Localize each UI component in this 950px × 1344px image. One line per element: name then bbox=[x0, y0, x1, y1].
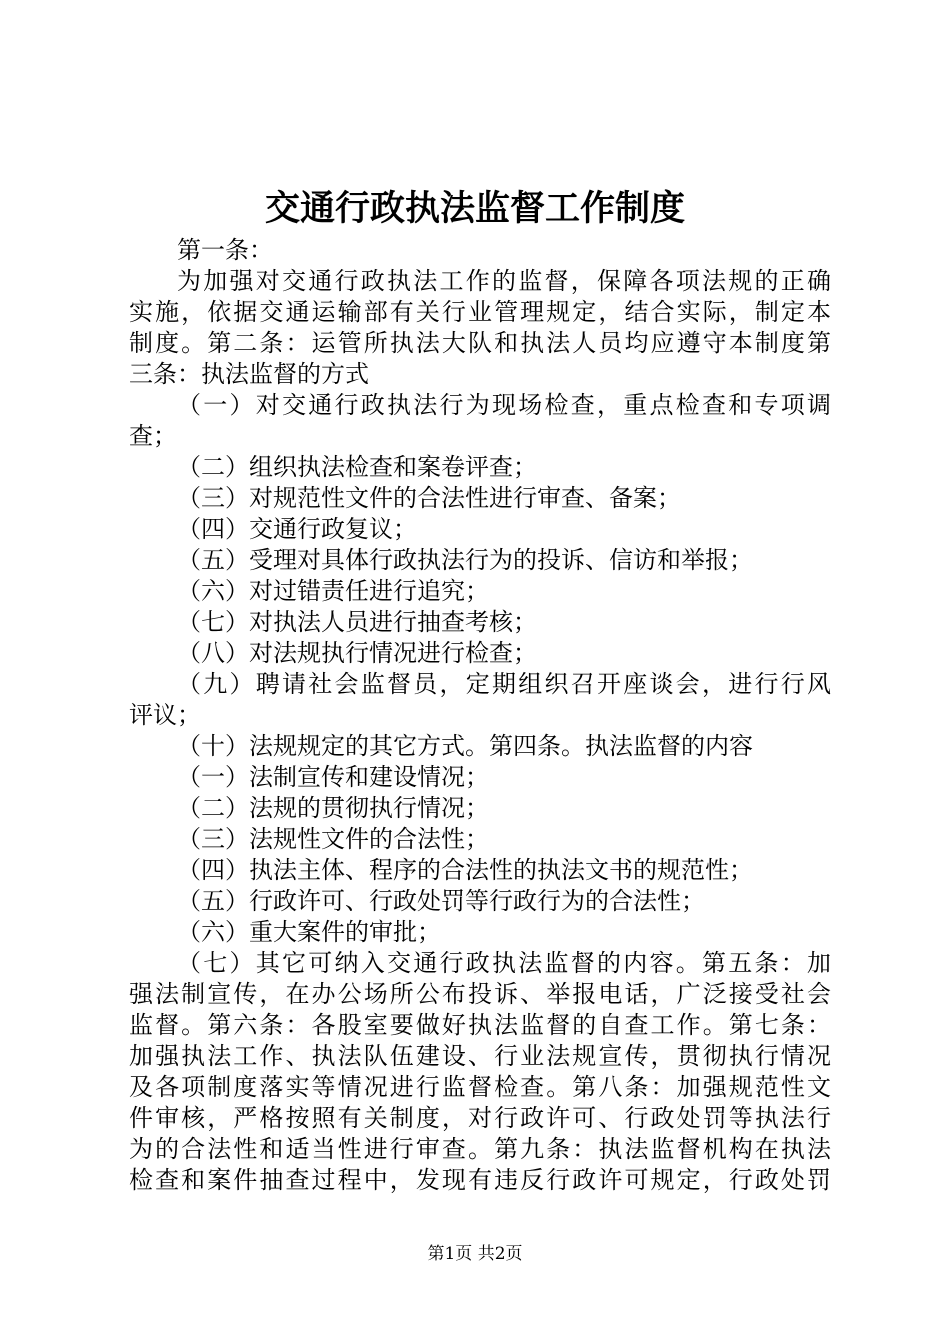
body-line: 查； bbox=[129, 422, 177, 450]
body-line: （五）行政许可、行政处罚等行政行为的合法性； bbox=[177, 887, 705, 915]
body-line: 件审核，严格按照有关制度，对行政许可、行政处罚等执法行 bbox=[129, 1104, 831, 1132]
body-line: 评议； bbox=[129, 701, 201, 729]
body-line: 加强执法工作、执法队伍建设、行业法规宣传，贯彻执行情况 bbox=[129, 1042, 831, 1070]
body-line: 实施，依据交通运输部有关行业管理规定，结合实际，制定本 bbox=[129, 298, 831, 326]
body-line bbox=[129, 731, 831, 762]
body-line-segment: 第四条。执法监督的内容 bbox=[489, 732, 753, 760]
body-line-segment: （七）其它可纳入交通行政执法监督的内容。 bbox=[177, 949, 702, 977]
body-line: （六）对过错责任进行追究； bbox=[177, 577, 489, 605]
body-line: 三条：执法监督的方式 bbox=[129, 360, 369, 388]
body-line: （一）法制宣传和建设情况； bbox=[177, 763, 489, 791]
body-line: 制度。第二条：运管所执法大队和执法人员均应遵守本制度第 bbox=[129, 329, 831, 357]
body-line bbox=[129, 948, 831, 979]
body-line: 为的合法性和适当性进行审查。第九条：执法监督机构在执法 bbox=[129, 1135, 831, 1163]
body-line: （五）受理对具体行政执法行为的投诉、信访和举报； bbox=[177, 546, 753, 574]
body-line: （二）法规的贯彻执行情况； bbox=[177, 794, 489, 822]
body-line: 检查和案件抽查过程中，发现有违反行政许可规定，行政处罚 bbox=[129, 1166, 831, 1194]
body-line: 及各项制度落实等情况进行监督检查。第八条：加强规范性文 bbox=[129, 1073, 831, 1101]
body-line-segment: 第五条：加 bbox=[702, 949, 831, 977]
document-body bbox=[129, 235, 831, 1196]
body-line: （三）对规范性文件的合法性进行审查、备案； bbox=[177, 484, 681, 512]
body-line: （四）交通行政复议； bbox=[177, 515, 417, 543]
body-line: 监督。第六条：各股室要做好执法监督的自查工作。第七条： bbox=[129, 1011, 831, 1039]
body-line: （九）聘请社会监督员，定期组织召开座谈会，进行行风 bbox=[177, 670, 831, 698]
body-line: （八）对法规执行情况进行检查； bbox=[177, 639, 537, 667]
body-line: 为加强对交通行政执法工作的监督，保障各项法规的正确 bbox=[177, 267, 831, 295]
body-line: 第一条： bbox=[177, 236, 273, 264]
body-line: （四）执法主体、程序的合法性的执法文书的规范性； bbox=[177, 856, 753, 884]
body-line: （七）对执法人员进行抽查考核； bbox=[177, 608, 537, 636]
body-line: （六）重大案件的审批； bbox=[177, 918, 441, 946]
body-line-segment: （十）法规规定的其它方式。 bbox=[177, 732, 489, 760]
body-line: 强法制宣传，在办公场所公布投诉、举报电话，广泛接受社会 bbox=[129, 980, 831, 1008]
body-line: （一）对交通行政执法行为现场检查，重点检查和专项调 bbox=[177, 391, 831, 419]
page-number-footer: 第1页 共2页 bbox=[427, 1244, 523, 1264]
document-title: 交通行政执法监督工作制度 bbox=[264, 189, 685, 229]
body-line: （二）组织执法检查和案卷评查； bbox=[177, 453, 537, 481]
body-line: （三）法规性文件的合法性； bbox=[177, 825, 489, 853]
